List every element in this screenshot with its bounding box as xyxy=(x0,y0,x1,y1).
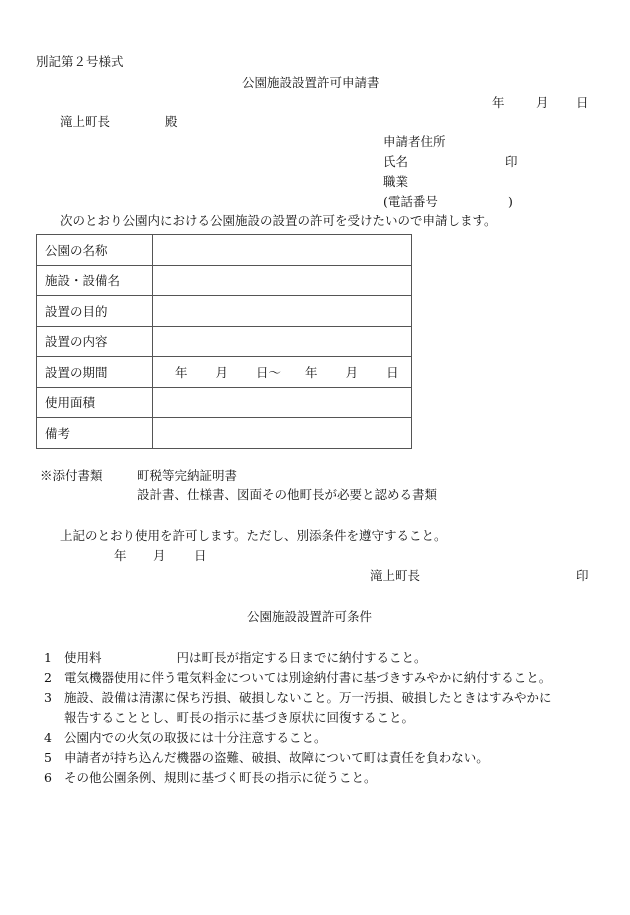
application-table xyxy=(36,234,412,449)
period-end-year: 年 xyxy=(305,364,318,380)
row-label: 施設・設備名 xyxy=(37,265,153,296)
table-row xyxy=(37,296,412,327)
row-label: 設置の内容 xyxy=(37,326,153,357)
approval-day-label: 日 xyxy=(194,548,207,563)
row-value xyxy=(153,235,412,266)
attachment-item: 設計書、仕様書、図面その他町長が必要と認める書類 xyxy=(137,487,438,502)
period-start-day: 日〜 xyxy=(256,364,282,380)
condition-number: 2 xyxy=(44,670,52,685)
condition-text: 使用料 円は町長が指定する日までに納付すること。 xyxy=(64,650,427,665)
row-value xyxy=(153,387,412,418)
table-row xyxy=(37,357,412,388)
condition-number: 3 xyxy=(44,690,52,705)
page-title: 公園施設設置許可申請書 xyxy=(242,75,380,90)
row-value xyxy=(153,326,412,357)
conditions-title: 公園施設設置許可条件 xyxy=(247,609,373,624)
condition-number: 4 xyxy=(44,730,52,745)
table-row xyxy=(37,265,412,296)
condition-number: 6 xyxy=(44,770,52,785)
condition-text: 電気機器使用に伴う電気料金については別途納付書に基づきすみやかに納付すること。 xyxy=(64,670,552,685)
form-number: 別記第２号様式 xyxy=(36,54,124,69)
row-label: 備考 xyxy=(37,418,153,449)
condition-text: その他公園条例、規則に基づく町長の指示に従うこと。 xyxy=(64,770,377,785)
applicant-address-label: 申請者住所 xyxy=(383,134,446,149)
row-value xyxy=(153,265,412,296)
applicant-name-label: 氏名 xyxy=(383,154,409,169)
approval-month-label: 月 xyxy=(153,548,166,563)
period-start-month: 月 xyxy=(215,364,229,380)
attachment-item: 町税等完納証明書 xyxy=(137,468,238,483)
period-end-month: 月 xyxy=(345,364,359,380)
table-row xyxy=(37,418,412,449)
addressee-name: 滝上町長 xyxy=(60,114,111,129)
row-value xyxy=(153,296,412,327)
approval-mayor: 滝上町長 xyxy=(370,568,421,583)
table-row xyxy=(37,326,412,357)
condition-number: 1 xyxy=(44,650,52,665)
table-row xyxy=(37,387,412,418)
period-end-day: 日 xyxy=(386,364,399,380)
date-month-label: 月 xyxy=(536,95,549,110)
approval-year-label: 年 xyxy=(114,548,127,563)
period-fields xyxy=(161,363,403,381)
condition-text: 公園内での火気の取扱には十分注意すること。 xyxy=(64,730,327,745)
row-value xyxy=(153,418,412,449)
condition-text: 報告することとし、町長の指示に基づき原状に回復すること。 xyxy=(64,710,415,725)
applicant-seal-mark: 印 xyxy=(505,154,518,169)
condition-text: 申請者が持ち込んだ機器の盗難、破損、故障について町は責任を負わない。 xyxy=(64,750,489,765)
condition-text: 施設、設備は清潔に保ち汚損、破損しないこと。万一汚損、破損したときはすみやかに xyxy=(64,690,552,705)
phone-close-paren: ) xyxy=(508,194,513,209)
request-statement: 次のとおり公園内における公園施設の設置の許可を受けたいので申請します。 xyxy=(60,213,497,228)
attachments-label: ※添付書類 xyxy=(40,468,103,483)
applicant-job-label: 職業 xyxy=(383,174,409,189)
date-day-label: 日 xyxy=(576,95,589,110)
date-year-label: 年 xyxy=(492,95,505,110)
row-label: 設置の期間 xyxy=(37,357,153,388)
phone-label: (電話番号 xyxy=(383,194,438,209)
period-start-year: 年 xyxy=(175,364,188,380)
row-label: 設置の目的 xyxy=(37,296,153,327)
approval-statement: 上記のとおり使用を許可します。ただし、別添条件を遵守すること。 xyxy=(60,528,447,543)
period-cell xyxy=(153,357,412,388)
row-label: 使用面積 xyxy=(37,387,153,418)
row-label: 公園の名称 xyxy=(37,235,153,266)
approval-seal-mark: 印 xyxy=(576,568,589,583)
table-row xyxy=(37,235,412,266)
addressee-honorific: 殿 xyxy=(165,114,178,129)
condition-number: 5 xyxy=(44,750,52,765)
